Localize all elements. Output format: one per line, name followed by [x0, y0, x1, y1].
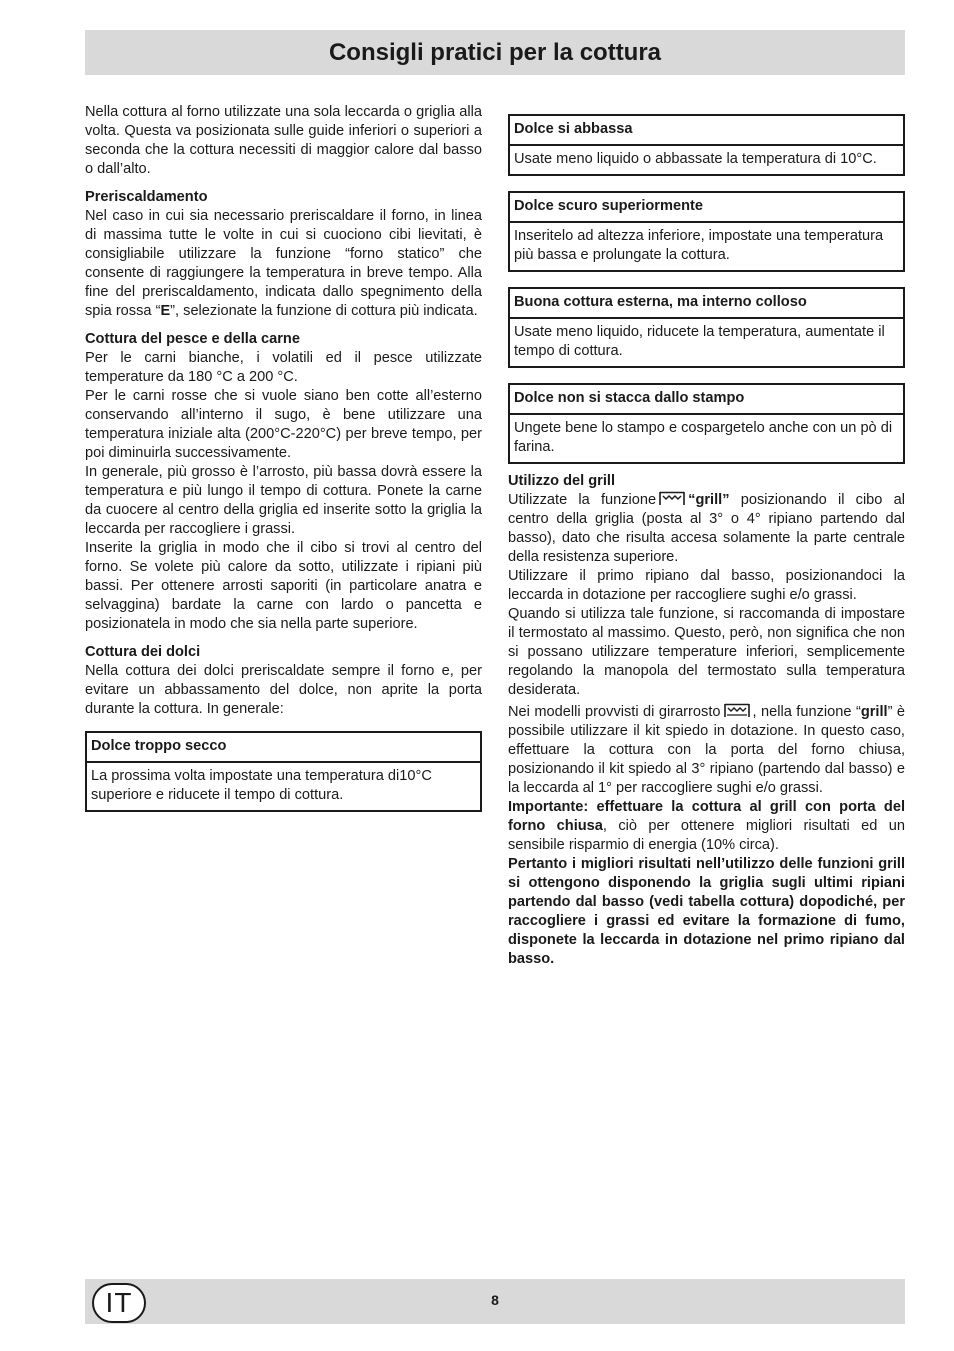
intro-paragraph: Nella cottura al forno utilizzate una sola leccarda o griglia alla volta. Questa va posizionata sulle guide inferiori o superiori a seconda che la cottura necessiti di maggior calore dal basso o dall’alto.: [85, 104, 482, 177]
preheat-text-2: ”, selezionate la funzione di cottura più indicata.: [170, 303, 478, 319]
tip-heading: Dolce non si stacca dallo stampo: [510, 385, 903, 415]
fish-meat-p1: Per le carni bianche, i volatili ed il pesce utilizzate temperature da 180 °C a 200 °C.: [85, 350, 482, 385]
tip-heading: Buona cottura esterna, ma interno colloso: [510, 289, 903, 319]
grill-icon: [659, 491, 685, 506]
tip-body: La prossima volta impostate una temperatura di10°C superiore e riducete il tempo di cottura.: [91, 768, 432, 803]
grill-label: “grill”: [688, 492, 730, 508]
footer-bar: [85, 1279, 905, 1324]
important-paragraph: [508, 798, 905, 855]
tip-box-sticky-inside: [508, 287, 905, 368]
spit-grill-label: grill: [860, 704, 888, 720]
grill-p3: Quando si utilizza tale funzione, si raccomanda di impostare il termostato al massimo. Questo, però, non significa che non si possano utilizzare temperature inferiori, semplicemente regolando la manopola del termostato sulla temperatura desiderata.: [508, 606, 905, 698]
fish-meat-p4: Inserite la griglia in modo che il cibo si trovi al centro del forno. Se volete più calore da sotto, utilizzate i ripiani più bassi. Per ottenere arrosti saporiti (in particolare anatra e selvaggina) bardate la carne con lardo o pancetta e posizionatela in modo che sia nella parte superiore.: [85, 540, 482, 632]
grill-p1-text-a: Utilizzate la funzione: [508, 492, 657, 508]
spit-paragraph: [508, 703, 905, 798]
preheat-paragraph: [85, 207, 482, 321]
page-title: Consigli pratici per la cottura: [328, 38, 662, 66]
grill-heading: Utilizzo del grill: [508, 473, 616, 489]
final-paragraph: [508, 855, 905, 969]
title-bar: [85, 30, 905, 75]
tip-heading: Dolce scuro superiormente: [510, 193, 903, 223]
grill-p1: [508, 491, 905, 567]
fish-meat-p3: In generale, più grosso è l’arrosto, più bassa dovrà essere la temperatura e più lungo il tempo di cottura. Ponete la carne da cuocere al centro della griglia ed inserite sotto la griglia la leccarda per raccogliere i grassi.: [85, 464, 482, 537]
sweets-heading: Cottura dei dolci: [85, 644, 201, 660]
tip-body: Ungete bene lo stampo e cospargetelo anche con un pò di farina.: [514, 420, 893, 455]
language-badge: IT: [92, 1283, 146, 1323]
final-bold: Pertanto i migliori risultati nell’utilizzo delle funzioni grill si ottengono disponendo la griglia sugli ultimi ripiani partendo dal basso (vedi tabella cottura) dopodiché, per raccogliere i grassi ed evitare la formazione di fumo, disponete la leccarda in dotazione nel primo ripiano dal basso.: [508, 856, 905, 967]
spit-text-c: ” è possibile utilizzare il kit spiedo in dotazione. In questo caso, effettuare la cottura con la porta del forno chiusa, posizionando il kit spiedo al 3° ripiano (partendo dal basso) e la leccarda al 1° per raccogliere sughi e/o grassi.: [508, 704, 906, 796]
left-column: [85, 103, 482, 812]
grill-p1-text-b: posizionando il cibo al centro della griglia (posta al 3° o 4° ripiano partendo dal basso), dato che risulta accesa solamente la parte centrale della resistenza superiore.: [508, 492, 905, 565]
preheat-indicator-letter: E: [160, 303, 171, 319]
important-rest: , ciò per ottenere migliori risultati ed un sensibile risparmio di energia (10% circa).: [508, 818, 905, 853]
tip-box-stuck-in-mold: [508, 383, 905, 464]
tip-body: Inseritelo ad altezza inferiore, impostate una temperatura più bassa e prolungate la cottura.: [514, 228, 884, 263]
tip-box-too-dry: [85, 731, 482, 812]
page-number: 8: [491, 1292, 499, 1308]
tip-body: Usate meno liquido o abbassate la temperatura di 10°C.: [514, 151, 877, 167]
tip-heading: Dolce troppo secco: [87, 733, 480, 763]
grill-p2: Utilizzare il primo ripiano dal basso, posizionandoci la leccarda in dotazione per raccogliere sughi e/o grassi.: [508, 568, 905, 603]
fish-meat-heading: Cottura del pesce e della carne: [85, 331, 300, 347]
tip-heading: Dolce si abbassa: [510, 116, 903, 146]
fish-meat-p2: Per le carni rosse che si vuole siano ben cotte all’esterno conservando all’interno il sugo, è bene utilizzare una temperatura iniziale alta (200°C-220°C) per breve tempo, per poi diminuirla successivamente.: [85, 388, 482, 461]
tip-box-dark-top: [508, 191, 905, 272]
rotisserie-grill-icon: [724, 703, 750, 718]
tip-body: Usate meno liquido, riducete la temperatura, aumentate il tempo di cottura.: [514, 324, 885, 359]
preheat-heading: Preriscaldamento: [85, 189, 208, 205]
spit-text-b: , nella funzione “: [752, 704, 861, 720]
right-column: [508, 114, 905, 969]
tip-box-cake-sinks: [508, 114, 905, 176]
sweets-paragraph: Nella cottura dei dolci preriscaldate sempre il forno e, per evitare un abbassamento del dolce, non aprite la porta durante la cottura. In generale:: [85, 663, 482, 717]
spit-text-a: Nei modelli provvisti di girarrosto: [508, 704, 721, 720]
important-bold: Importante: effettuare la cottura al grill con porta del forno chiusa: [508, 799, 905, 834]
preheat-text-1: Nel caso in cui sia necessario preriscaldare il forno, in linea di massima tutte le volte in cui si cuociono cibi lievitati, è consigliabile utilizzare la funzione “forno statico” che consente di raggiungere la temperatura in breve tempo. Alla fine del preriscaldamento, indicata dallo spegnimento della spia rossa “: [85, 208, 482, 319]
